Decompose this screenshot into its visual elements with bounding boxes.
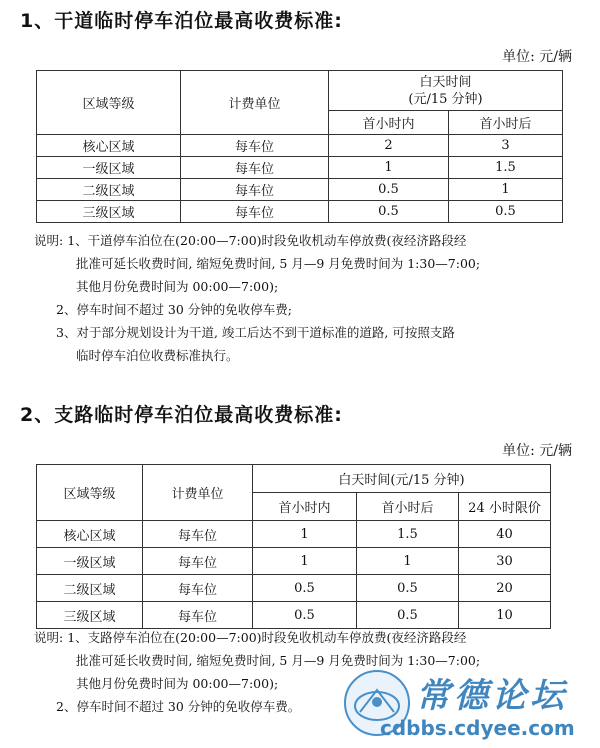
section1-title: 1、干道临时停车泊位最高收费标准: — [20, 10, 343, 32]
unit-cell: 每车位 — [143, 575, 253, 602]
table-row — [37, 575, 551, 602]
watermark-url: cdbbs.cdyee.com — [380, 716, 575, 740]
note-number: 1、 — [67, 233, 88, 248]
cap-cell: 40 — [459, 521, 551, 548]
note-number: 2、 — [56, 302, 77, 317]
header-after-hour: 首小时后 — [449, 111, 563, 135]
header-daytime-sub: (元/15 分钟) — [408, 91, 483, 107]
section1-unit-label: 单位: 元/辆 — [502, 49, 572, 65]
unit-cell: 每车位 — [181, 179, 329, 201]
note-number: 3、 — [56, 325, 77, 340]
note-line: 批准可延长收费时间, 缩短免费时间, 5 月—9 月免费时间为 1:30—7:00; — [76, 653, 481, 668]
watermark-title: 常德论坛 — [416, 676, 568, 716]
zone-cell: 三级区域 — [37, 602, 143, 629]
zone-cell: 一级区域 — [37, 157, 181, 179]
first-hour-cell: 1 — [329, 157, 449, 179]
header-zone: 区域等级 — [37, 465, 143, 521]
header-daytime: 白天时间(元/15 分钟) — [253, 465, 551, 493]
after-hour-cell: 1.5 — [449, 157, 563, 179]
note-line: 停车时间不超过 30 分钟的免收停车费。 — [76, 699, 301, 714]
table-row — [37, 548, 551, 575]
zone-cell: 三级区域 — [37, 201, 181, 223]
section2-title: 2、支路临时停车泊位最高收费标准: — [20, 404, 343, 426]
first-hour-cell: 0.5 — [253, 602, 357, 629]
header-daytime-label: 白天时间 — [419, 74, 472, 90]
unit-cell: 每车位 — [181, 201, 329, 223]
after-hour-cell: 0.5 — [357, 575, 459, 602]
zone-cell: 核心区域 — [37, 521, 143, 548]
notes-label: 说明: — [34, 630, 64, 645]
after-hour-cell: 1.5 — [357, 521, 459, 548]
section2-unit-label: 单位: 元/辆 — [502, 443, 572, 459]
header-after-hour: 首小时后 — [357, 493, 459, 521]
header-daytime — [329, 71, 563, 111]
section2-fee-table — [36, 464, 551, 629]
note-line: 其他月份免费时间为 00:00—7:00); — [76, 676, 279, 691]
after-hour-cell: 3 — [449, 135, 563, 157]
first-hour-cell: 0.5 — [329, 179, 449, 201]
note-line: 对于部分规划设计为干道, 竣工后达不到干道标准的道路, 可按照支路 — [76, 325, 455, 340]
first-hour-cell: 0.5 — [329, 201, 449, 223]
first-hour-cell: 0.5 — [253, 575, 357, 602]
table-row — [37, 602, 551, 629]
after-hour-cell: 0.5 — [449, 201, 563, 223]
table-row — [37, 135, 563, 157]
unit-cell: 每车位 — [181, 135, 329, 157]
first-hour-cell: 1 — [253, 521, 357, 548]
first-hour-cell: 2 — [329, 135, 449, 157]
zone-cell: 二级区域 — [37, 179, 181, 201]
header-zone: 区域等级 — [37, 71, 181, 135]
unit-cell: 每车位 — [143, 521, 253, 548]
table-row — [37, 179, 563, 201]
header-billing-unit: 计费单位 — [181, 71, 329, 135]
cap-cell: 20 — [459, 575, 551, 602]
note-number: 2、 — [56, 699, 77, 714]
note-line: 支路停车泊位在(20:00—7:00)时段免收机动车停放费(夜经济路段经 — [87, 630, 467, 645]
zone-cell: 二级区域 — [37, 575, 143, 602]
header-billing-unit: 计费单位 — [143, 465, 253, 521]
after-hour-cell: 0.5 — [357, 602, 459, 629]
site-watermark — [344, 666, 594, 744]
note-line: 其他月份免费时间为 00:00—7:00); — [76, 279, 279, 294]
table-row — [37, 521, 551, 548]
header-first-hour: 首小时内 — [253, 493, 357, 521]
cap-cell: 10 — [459, 602, 551, 629]
cap-cell: 30 — [459, 548, 551, 575]
note-number: 1、 — [67, 630, 88, 645]
unit-cell: 每车位 — [143, 548, 253, 575]
note-line: 临时停车泊位收费标准执行。 — [76, 348, 239, 363]
note-line: 干道停车泊位在(20:00—7:00)时段免收机动车停放费(夜经济路段经 — [87, 233, 467, 248]
section1-notes — [34, 229, 480, 367]
note-line: 批准可延长收费时间, 缩短免费时间, 5 月—9 月免费时间为 1:30—7:00; — [76, 256, 481, 271]
table-row — [37, 157, 563, 179]
table-row — [37, 201, 563, 223]
zone-cell: 核心区域 — [37, 135, 181, 157]
section1-fee-table — [36, 70, 563, 223]
notes-label: 说明: — [34, 233, 64, 248]
unit-cell: 每车位 — [181, 157, 329, 179]
first-hour-cell: 1 — [253, 548, 357, 575]
header-24h-cap: 24 小时限价 — [459, 493, 551, 521]
header-first-hour: 首小时内 — [329, 111, 449, 135]
zone-cell: 一级区域 — [37, 548, 143, 575]
note-line: 停车时间不超过 30 分钟的免收停车费; — [76, 302, 293, 317]
after-hour-cell: 1 — [357, 548, 459, 575]
unit-cell: 每车位 — [143, 602, 253, 629]
after-hour-cell: 1 — [449, 179, 563, 201]
